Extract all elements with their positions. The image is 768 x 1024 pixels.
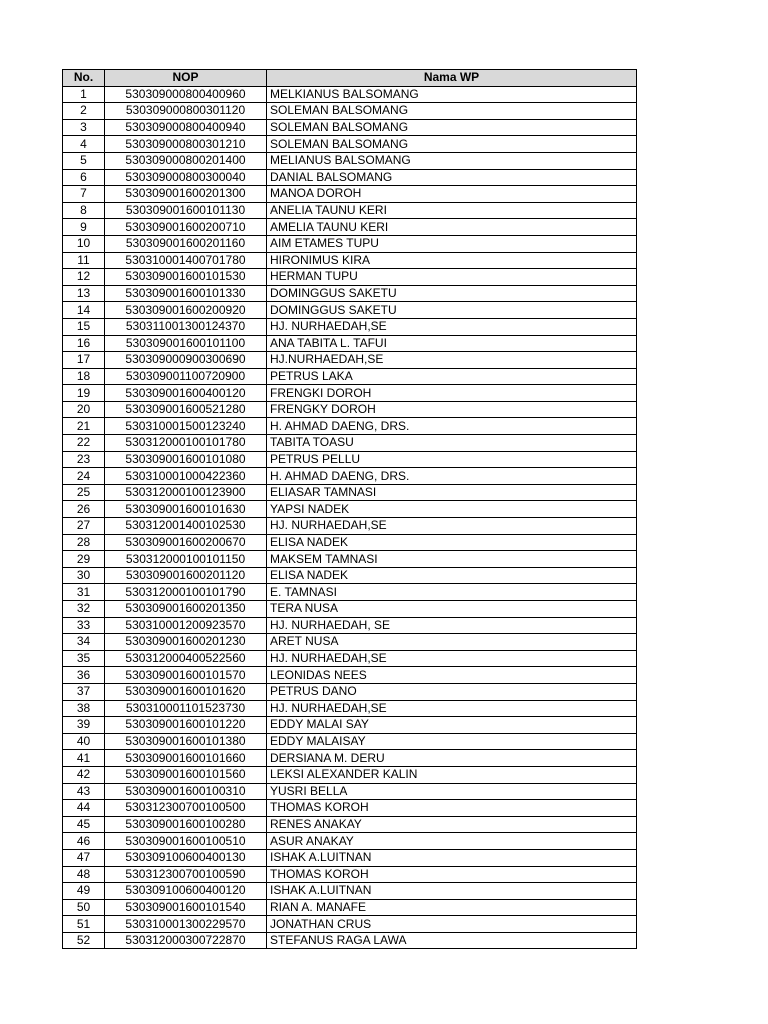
row-number-cell: 42	[63, 766, 105, 783]
table-row	[63, 484, 637, 501]
row-number-cell: 33	[63, 617, 105, 634]
row-number-cell: 11	[63, 252, 105, 269]
taxpayer-name-cell: EDDY MALAISAY	[267, 733, 637, 750]
nop-cell: 530310001101523730	[105, 700, 267, 717]
row-number-cell: 26	[63, 501, 105, 518]
table-row	[63, 451, 637, 468]
taxpayer-name-cell: RIAN A. MANAFE	[267, 899, 637, 916]
taxpayer-name-cell: MAKSEM TAMNASI	[267, 551, 637, 568]
nop-cell: 530312000100101150	[105, 551, 267, 568]
taxpayer-name-cell: H. AHMAD DAENG, DRS.	[267, 468, 637, 485]
nop-cell: 530312000400522560	[105, 650, 267, 667]
table-row	[63, 252, 637, 269]
row-number-cell: 41	[63, 750, 105, 767]
nop-cell: 530310001200923570	[105, 617, 267, 634]
row-number-cell: 37	[63, 683, 105, 700]
taxpayer-name-cell: ELISA NADEK	[267, 567, 637, 584]
nop-cell: 530309001600101130	[105, 202, 267, 219]
taxpayer-name-cell: HJ. NURHAEDAH,SE	[267, 700, 637, 717]
table-row	[63, 932, 637, 949]
header-row	[63, 70, 637, 87]
row-number-cell: 46	[63, 833, 105, 850]
taxpayer-name-cell: ASUR ANAKAY	[267, 833, 637, 850]
taxpayer-name-cell: ANELIA TAUNU KERI	[267, 202, 637, 219]
nop-cell: 530309001600101220	[105, 717, 267, 734]
nop-cell: 530309000800300040	[105, 169, 267, 186]
row-number-cell: 52	[63, 932, 105, 949]
row-number-cell: 13	[63, 285, 105, 302]
row-number-cell: 25	[63, 484, 105, 501]
nop-cell: 530309001100720900	[105, 368, 267, 385]
nop-cell: 530312000100101790	[105, 584, 267, 601]
table-row	[63, 733, 637, 750]
nop-cell: 530312300700100500	[105, 800, 267, 817]
table-row	[63, 601, 637, 618]
taxpayer-name-cell: YUSRI BELLA	[267, 783, 637, 800]
table-row	[63, 800, 637, 817]
taxpayer-name-cell: SOLEMAN BALSOMANG	[267, 136, 637, 153]
taxpayer-name-cell: THOMAS KOROH	[267, 800, 637, 817]
nop-cell: 530309001600101620	[105, 683, 267, 700]
row-number-cell: 47	[63, 849, 105, 866]
table-row	[63, 567, 637, 584]
nop-cell: 530309001600200670	[105, 534, 267, 551]
table-row	[63, 916, 637, 933]
row-number-cell: 9	[63, 219, 105, 236]
nop-cell: 530309001600201160	[105, 235, 267, 252]
nop-cell: 530309001600201350	[105, 601, 267, 618]
table-row	[63, 849, 637, 866]
nop-cell: 530310001500123240	[105, 418, 267, 435]
taxpayer-name-cell: JONATHAN CRUS	[267, 916, 637, 933]
taxpayer-name-cell: ANA TABITA L. TAFUI	[267, 335, 637, 352]
nop-cell: 530312000100101780	[105, 435, 267, 452]
table-row	[63, 617, 637, 634]
table-row	[63, 866, 637, 883]
row-number-cell: 4	[63, 136, 105, 153]
table-body	[63, 86, 637, 949]
nop-cell: 530309001600101380	[105, 733, 267, 750]
nop-cell: 530309001600200710	[105, 219, 267, 236]
nop-cell: 530309001600200920	[105, 302, 267, 319]
taxpayer-name-cell: THOMAS KOROH	[267, 866, 637, 883]
row-number-cell: 21	[63, 418, 105, 435]
row-number-cell: 39	[63, 717, 105, 734]
taxpayer-name-cell: HERMAN TUPU	[267, 269, 637, 286]
table-row	[63, 385, 637, 402]
table-row	[63, 86, 637, 103]
table-row	[63, 650, 637, 667]
table-row	[63, 518, 637, 535]
row-number-cell: 48	[63, 866, 105, 883]
nop-cell: 530309001600101530	[105, 269, 267, 286]
row-number-cell: 31	[63, 584, 105, 601]
nop-cell: 530309000800301210	[105, 136, 267, 153]
nop-cell: 530310001400701780	[105, 252, 267, 269]
table-row	[63, 816, 637, 833]
table-row	[63, 667, 637, 684]
taxpayer-name-cell: MELKIANUS BALSOMANG	[267, 86, 637, 103]
table-row	[63, 202, 637, 219]
table-row	[63, 186, 637, 203]
table-row	[63, 285, 637, 302]
nop-cell: 530309001600101080	[105, 451, 267, 468]
taxpayer-name-cell: DOMINGGUS SAKETU	[267, 285, 637, 302]
taxpayer-name-cell: LEONIDAS NEES	[267, 667, 637, 684]
taxpayer-name-cell: SOLEMAN BALSOMANG	[267, 103, 637, 120]
taxpayer-name-cell: HJ.NURHAEDAH,SE	[267, 352, 637, 369]
row-number-cell: 8	[63, 202, 105, 219]
row-number-cell: 36	[63, 667, 105, 684]
row-number-cell: 40	[63, 733, 105, 750]
table-row	[63, 634, 637, 651]
table-row	[63, 766, 637, 783]
nop-cell: 530312300700100590	[105, 866, 267, 883]
taxpayer-name-cell: FRENGKI DOROH	[267, 385, 637, 402]
row-number-cell: 23	[63, 451, 105, 468]
row-number-cell: 38	[63, 700, 105, 717]
table-row	[63, 318, 637, 335]
nop-cell: 530312000100123900	[105, 484, 267, 501]
header-no: No.	[63, 70, 105, 87]
nop-cell: 530309001600521280	[105, 401, 267, 418]
nop-cell: 530309001600101570	[105, 667, 267, 684]
taxpayer-name-cell: HIRONIMUS KIRA	[267, 252, 637, 269]
nop-cell: 530309001600100310	[105, 783, 267, 800]
row-number-cell: 51	[63, 916, 105, 933]
table-row	[63, 899, 637, 916]
nop-cell: 530309000800400960	[105, 86, 267, 103]
taxpayer-name-cell: PETRUS PELLU	[267, 451, 637, 468]
taxpayer-name-cell: TABITA TOASU	[267, 435, 637, 452]
nop-cell: 530309001600101560	[105, 766, 267, 783]
row-number-cell: 7	[63, 186, 105, 203]
taxpayer-name-cell: AIM ETAMES TUPU	[267, 235, 637, 252]
row-number-cell: 30	[63, 567, 105, 584]
nop-cell: 530309001600101660	[105, 750, 267, 767]
taxpayer-name-cell: AMELIA TAUNU KERI	[267, 219, 637, 236]
nop-cell: 530309001600101540	[105, 899, 267, 916]
taxpayer-name-cell: STEFANUS RAGA LAWA	[267, 932, 637, 949]
taxpayer-name-cell: DERSIANA M. DERU	[267, 750, 637, 767]
table-row	[63, 584, 637, 601]
taxpayer-name-cell: SOLEMAN BALSOMANG	[267, 119, 637, 136]
taxpayer-name-cell: ISHAK A.LUITNAN	[267, 883, 637, 900]
nop-cell: 530309001600201300	[105, 186, 267, 203]
taxpayer-name-cell: MANOA DOROH	[267, 186, 637, 203]
table-header	[63, 70, 637, 87]
row-number-cell: 44	[63, 800, 105, 817]
row-number-cell: 50	[63, 899, 105, 916]
row-number-cell: 27	[63, 518, 105, 535]
row-number-cell: 22	[63, 435, 105, 452]
table-row	[63, 136, 637, 153]
header-nop: NOP	[105, 70, 267, 87]
nop-cell: 530312001400102530	[105, 518, 267, 535]
taxpayer-name-cell: YAPSI NADEK	[267, 501, 637, 518]
table-row	[63, 683, 637, 700]
taxpayer-name-cell: DANIAL BALSOMANG	[267, 169, 637, 186]
table-row	[63, 468, 637, 485]
table-row	[63, 717, 637, 734]
nop-cell: 530309001600201230	[105, 634, 267, 651]
row-number-cell: 18	[63, 368, 105, 385]
taxpayer-name-cell: TERA NUSA	[267, 601, 637, 618]
row-number-cell: 10	[63, 235, 105, 252]
table-row	[63, 335, 637, 352]
taxpayer-name-cell: FRENGKY DOROH	[267, 401, 637, 418]
table-row	[63, 219, 637, 236]
nop-cell: 530309001600101630	[105, 501, 267, 518]
nop-cell: 530309001600100280	[105, 816, 267, 833]
row-number-cell: 20	[63, 401, 105, 418]
nop-cell: 530311001300124370	[105, 318, 267, 335]
row-number-cell: 19	[63, 385, 105, 402]
row-number-cell: 16	[63, 335, 105, 352]
taxpayer-name-cell: EDDY MALAI SAY	[267, 717, 637, 734]
taxpayer-name-cell: H. AHMAD DAENG, DRS.	[267, 418, 637, 435]
nop-cell: 530309001600101330	[105, 285, 267, 302]
row-number-cell: 32	[63, 601, 105, 618]
row-number-cell: 28	[63, 534, 105, 551]
row-number-cell: 43	[63, 783, 105, 800]
taxpayer-name-cell: RENES ANAKAY	[267, 816, 637, 833]
table-row	[63, 401, 637, 418]
nop-cell: 530309000800400940	[105, 119, 267, 136]
table-row	[63, 119, 637, 136]
table-row	[63, 152, 637, 169]
nop-cell: 530309001600100510	[105, 833, 267, 850]
taxpayer-name-cell: HJ. NURHAEDAH,SE	[267, 518, 637, 535]
row-number-cell: 24	[63, 468, 105, 485]
taxpayer-name-cell: LEKSI ALEXANDER KALIN	[267, 766, 637, 783]
taxpayer-name-cell: ELISA NADEK	[267, 534, 637, 551]
nop-cell: 530309000900300690	[105, 352, 267, 369]
row-number-cell: 17	[63, 352, 105, 369]
taxpayer-name-cell: HJ. NURHAEDAH,SE	[267, 650, 637, 667]
table-row	[63, 235, 637, 252]
nop-cell: 530309001600101100	[105, 335, 267, 352]
taxpayer-name-cell: HJ. NURHAEDAH, SE	[267, 617, 637, 634]
nop-cell: 530309100600400130	[105, 849, 267, 866]
table-row	[63, 352, 637, 369]
table-row	[63, 750, 637, 767]
taxpayer-name-cell: ARET NUSA	[267, 634, 637, 651]
row-number-cell: 3	[63, 119, 105, 136]
nop-cell: 530309001600201120	[105, 567, 267, 584]
taxpayer-name-cell: PETRUS LAKA	[267, 368, 637, 385]
table-row	[63, 783, 637, 800]
nop-cell: 530312000300722870	[105, 932, 267, 949]
table-row	[63, 883, 637, 900]
taxpayer-name-cell: ELIASAR TAMNASI	[267, 484, 637, 501]
table-row	[63, 169, 637, 186]
nop-cell: 530309000800301120	[105, 103, 267, 120]
row-number-cell: 1	[63, 86, 105, 103]
row-number-cell: 29	[63, 551, 105, 568]
table-row	[63, 833, 637, 850]
nop-cell: 530309000800201400	[105, 152, 267, 169]
row-number-cell: 14	[63, 302, 105, 319]
table-row	[63, 534, 637, 551]
table-row	[63, 501, 637, 518]
table-row	[63, 368, 637, 385]
nop-cell: 530309001600400120	[105, 385, 267, 402]
taxpayer-name-cell: PETRUS DANO	[267, 683, 637, 700]
row-number-cell: 45	[63, 816, 105, 833]
table-row	[63, 302, 637, 319]
taxpayer-name-cell: HJ. NURHAEDAH,SE	[267, 318, 637, 335]
nop-cell: 530310001300229570	[105, 916, 267, 933]
table-row	[63, 418, 637, 435]
table-row	[63, 103, 637, 120]
table-row	[63, 700, 637, 717]
taxpayer-name-cell: MELIANUS BALSOMANG	[267, 152, 637, 169]
taxpayer-name-cell: DOMINGGUS SAKETU	[267, 302, 637, 319]
row-number-cell: 5	[63, 152, 105, 169]
nop-cell: 530309100600400120	[105, 883, 267, 900]
taxpayer-name-cell: ISHAK A.LUITNAN	[267, 849, 637, 866]
header-nama-wp: Nama WP	[267, 70, 637, 87]
table-row	[63, 269, 637, 286]
nop-cell: 530310001000422360	[105, 468, 267, 485]
row-number-cell: 49	[63, 883, 105, 900]
row-number-cell: 15	[63, 318, 105, 335]
row-number-cell: 34	[63, 634, 105, 651]
table-row	[63, 551, 637, 568]
row-number-cell: 6	[63, 169, 105, 186]
row-number-cell: 2	[63, 103, 105, 120]
taxpayer-name-cell: E. TAMNASI	[267, 584, 637, 601]
row-number-cell: 35	[63, 650, 105, 667]
table-row	[63, 435, 637, 452]
taxpayer-table	[62, 69, 637, 949]
row-number-cell: 12	[63, 269, 105, 286]
